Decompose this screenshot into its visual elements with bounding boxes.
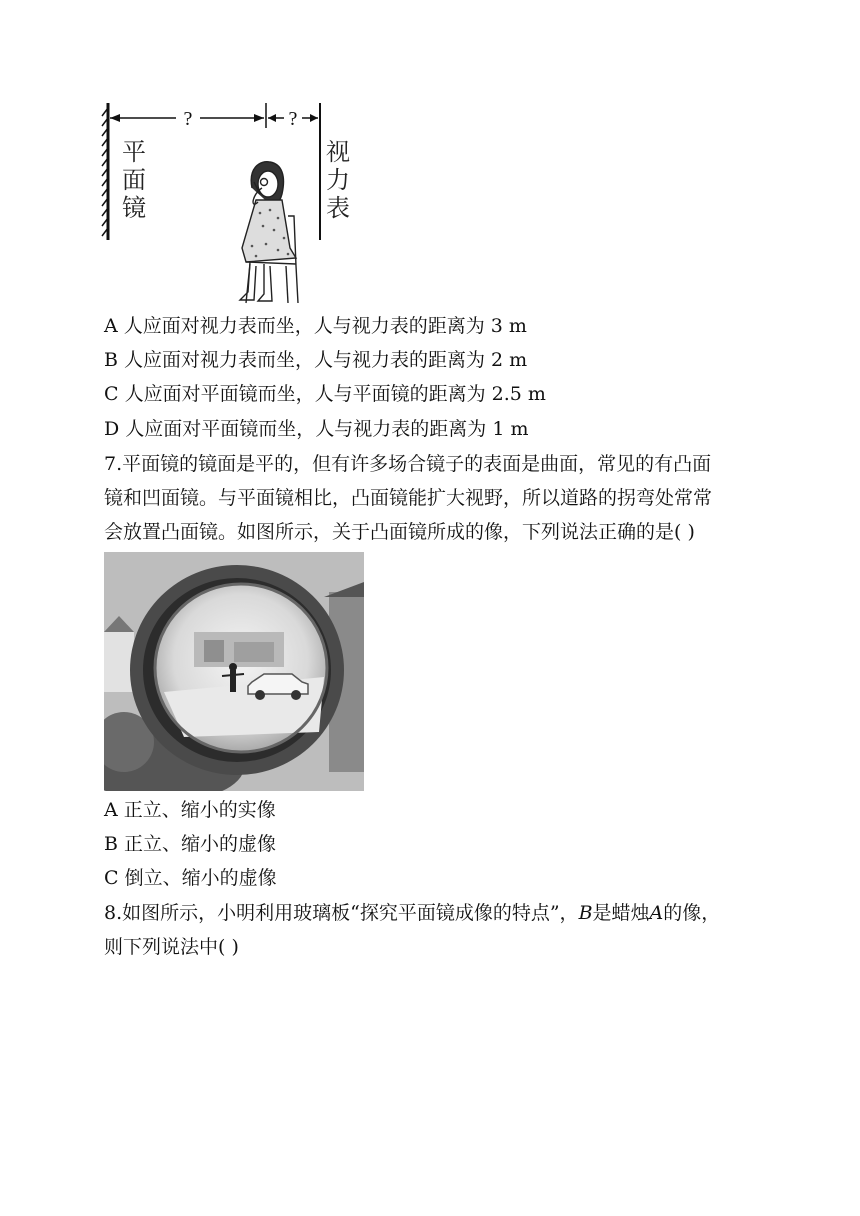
q7-option-b: B 正立、缩小的虚像 <box>104 833 277 855</box>
chart-label-2: 力 <box>326 166 350 194</box>
q7-option-c: C 倒立、缩小的虚像 <box>104 867 277 889</box>
mirror-label-2: 面 <box>122 166 146 194</box>
eye-test-figure <box>100 98 360 308</box>
convex-mirror-photo <box>104 552 364 791</box>
q8-line1-suffix: 的像， <box>663 902 721 924</box>
gap-label-2: ? <box>288 108 298 130</box>
seated-girl-illustration <box>240 162 298 303</box>
chart-label-3: 表 <box>326 194 350 222</box>
q6-option-a: A 人应面对视力表而坐，人与视力表的距离为 3 m <box>104 315 527 337</box>
q8-text-line-2: 则下列说法中( ) <box>104 936 239 958</box>
q8-line1-prefix: 8.如图所示，小明利用玻璃板“探究平面镜成像的特点”， <box>104 902 579 924</box>
q7-text-line-2: 镜和凹面镜。与平面镜相比，凸面镜能扩大视野，所以道路的拐弯处常常 <box>104 487 713 509</box>
q8-var-a: A <box>649 902 664 924</box>
mirror-label-3: 镜 <box>122 194 146 222</box>
q6-option-d: D 人应面对平面镜而坐，人与视力表的距离为 1 m <box>104 418 529 440</box>
q7-text-line-3: 会放置凸面镜。如图所示，关于凸面镜所成的像，下列说法正确的是( ) <box>104 521 695 543</box>
chart-label-1: 视 <box>326 138 350 166</box>
q6-option-b: B 人应面对视力表而坐，人与视力表的距离为 2 m <box>104 349 528 371</box>
q7-option-a: A 正立、缩小的实像 <box>104 799 276 821</box>
q6-option-c: C 人应面对平面镜而坐，人与平面镜的距离为 2.5 m <box>104 383 546 405</box>
mirror-label-1: 平 <box>122 138 146 166</box>
q8-mid: 是蜡烛 <box>592 902 650 924</box>
gap-label-1: ? <box>183 108 193 130</box>
q8-text-line-1 <box>104 901 720 925</box>
q8-var-b: B <box>578 902 593 924</box>
q7-text-line-1: 7.平面镜的镜面是平的，但有许多场合镜子的表面是曲面，常见的有凸面 <box>104 453 712 475</box>
